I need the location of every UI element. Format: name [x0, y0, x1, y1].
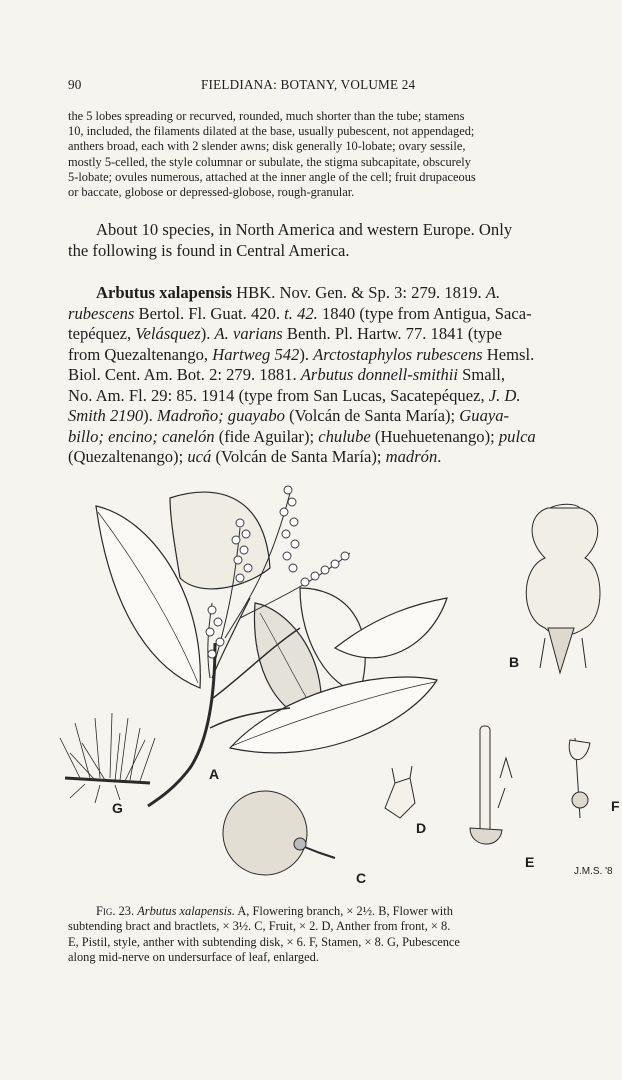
species-note [68, 220, 606, 261]
vernacular: madrón [385, 447, 438, 466]
text-line: anthers broad, each with 2 slender awns; disk generally 10-lobate; ovary sessile, [68, 139, 466, 154]
text: (Quezaltenango); [68, 447, 188, 466]
figure-label-c: C [356, 870, 367, 886]
collector: Hartweg 542 [212, 344, 300, 364]
text: HBK. Nov. Gen. & Sp. 3: 279. 1819. [232, 283, 486, 302]
fruit-c [223, 791, 335, 875]
synonym: rubescens [68, 303, 135, 323]
species-name: Arbutus xalapensis [96, 283, 233, 302]
running-title: FIELDIANA: BOTANY, VOLUME 24 [201, 77, 416, 92]
caption-species: Arbutus xalapensis. [137, 904, 235, 918]
figure-label-b: B [509, 654, 520, 670]
genus-description [68, 109, 605, 200]
anther-d [385, 766, 415, 818]
text: Biol. Cent. Am. Bot. 2: 279. 1881. [68, 365, 301, 384]
text-line [68, 386, 606, 407]
text-line [68, 324, 606, 345]
text: No. Am. Fl. 29: 85. 1914 (type from San Lucas, Sacatepéquez, [68, 385, 489, 405]
pistil-e [470, 726, 512, 844]
caption-line: subtending bract and bractlets, × 3½. C, Fruit, × 2. D, Anther from front, × 8. [68, 919, 451, 934]
text: ). [143, 406, 157, 425]
vernacular: Guaya- [459, 406, 510, 425]
stamen-f [569, 738, 590, 818]
text-line: About 10 species, in North America and western Europe. Only [96, 220, 513, 239]
text-line [68, 304, 606, 325]
text-line [68, 345, 606, 366]
text-line: 5-lobate; ovules numerous, attached at the inner angle of the cell; fruit drupaceous [68, 169, 476, 184]
text: Small, [457, 365, 506, 384]
synonym: Arctostaphylos rubescens [313, 344, 483, 364]
text: (Volcán de Santa María); [284, 406, 460, 425]
text-line: the 5 lobes spreading or recurved, rounded, much shorter than the tube; stamens [68, 109, 465, 123]
flower-b [526, 504, 600, 673]
leaf-back [170, 492, 270, 589]
vernacular: Madroño; guayabo [156, 406, 285, 425]
synonym: A. varians [214, 324, 283, 343]
botanical-illustration [0, 478, 622, 898]
figure-label-g: G [112, 800, 123, 816]
text-line: mostly 5-celled, the style columnar or subulate, the stigma subcapitate, obscurely [68, 154, 471, 169]
text: 1840 (type from Antigua, Saca- [317, 303, 532, 323]
synonym: A. [485, 283, 501, 302]
collector: Smith 2190 [68, 406, 144, 425]
collector: Velásquez [135, 324, 201, 343]
species-entry [68, 283, 606, 468]
text: (Volcán de Santa María); [211, 447, 386, 466]
plate-ref: t. 42. [284, 303, 318, 323]
figure-label-f: F [611, 798, 620, 814]
vernacular: ucá [187, 447, 212, 466]
illustration-drawing [0, 478, 622, 898]
caption-line: along mid-nerve on undersurface of leaf, enlarged. [68, 949, 319, 964]
vernacular: billo; encino; canelón [68, 426, 215, 446]
text: ). [200, 324, 215, 343]
text-line [68, 283, 606, 304]
text: (fide Aguilar); [214, 426, 319, 446]
illustrator-signature: J.M.S. '8 [574, 866, 613, 877]
caption-line: E, Pistil, style, anther with subtending disk, × 6. F, Stamen, × 8. G, Pubescence [68, 934, 460, 949]
text: Benth. Pl. Hartw. 77. 1841 (type [282, 324, 502, 343]
text-line [68, 365, 606, 386]
text-line [68, 447, 606, 468]
caption-line [68, 904, 605, 919]
text-line: or baccate, globose or depressed-globose, rough-granular. [68, 185, 355, 200]
page-number: 90 [68, 77, 82, 92]
figure-label-d: D [416, 820, 427, 836]
text-line: the following is found in Central America. [68, 240, 350, 260]
text-line [68, 427, 606, 448]
figure-caption [68, 904, 605, 965]
text: . [437, 447, 442, 466]
text: Bertol. Fl. Guat. 420. [134, 303, 285, 323]
synonym: Arbutus donnell-smithii [300, 365, 458, 384]
text: ). [299, 344, 314, 364]
vernacular: chulube [318, 426, 371, 446]
vernacular: pulca [498, 426, 536, 446]
text-line [68, 406, 606, 427]
figure-number: Fig. 23. [96, 904, 135, 918]
collector: J. D. [488, 385, 521, 405]
figure-label-e: E [525, 854, 535, 870]
text: Hemsl. [482, 344, 535, 364]
text: (Huehuetenango); [370, 426, 499, 446]
text: A, Flowering branch, × 2½. B, Flower with [234, 904, 453, 918]
figure-label-a: A [209, 766, 220, 782]
text-line: 10, included, the filaments dilated at the base, usually pubescent, not appendaged; [68, 124, 475, 139]
text: tepéquez, [68, 324, 136, 343]
text: from Quezaltenango, [68, 344, 213, 364]
pubescence-detail [60, 713, 155, 803]
